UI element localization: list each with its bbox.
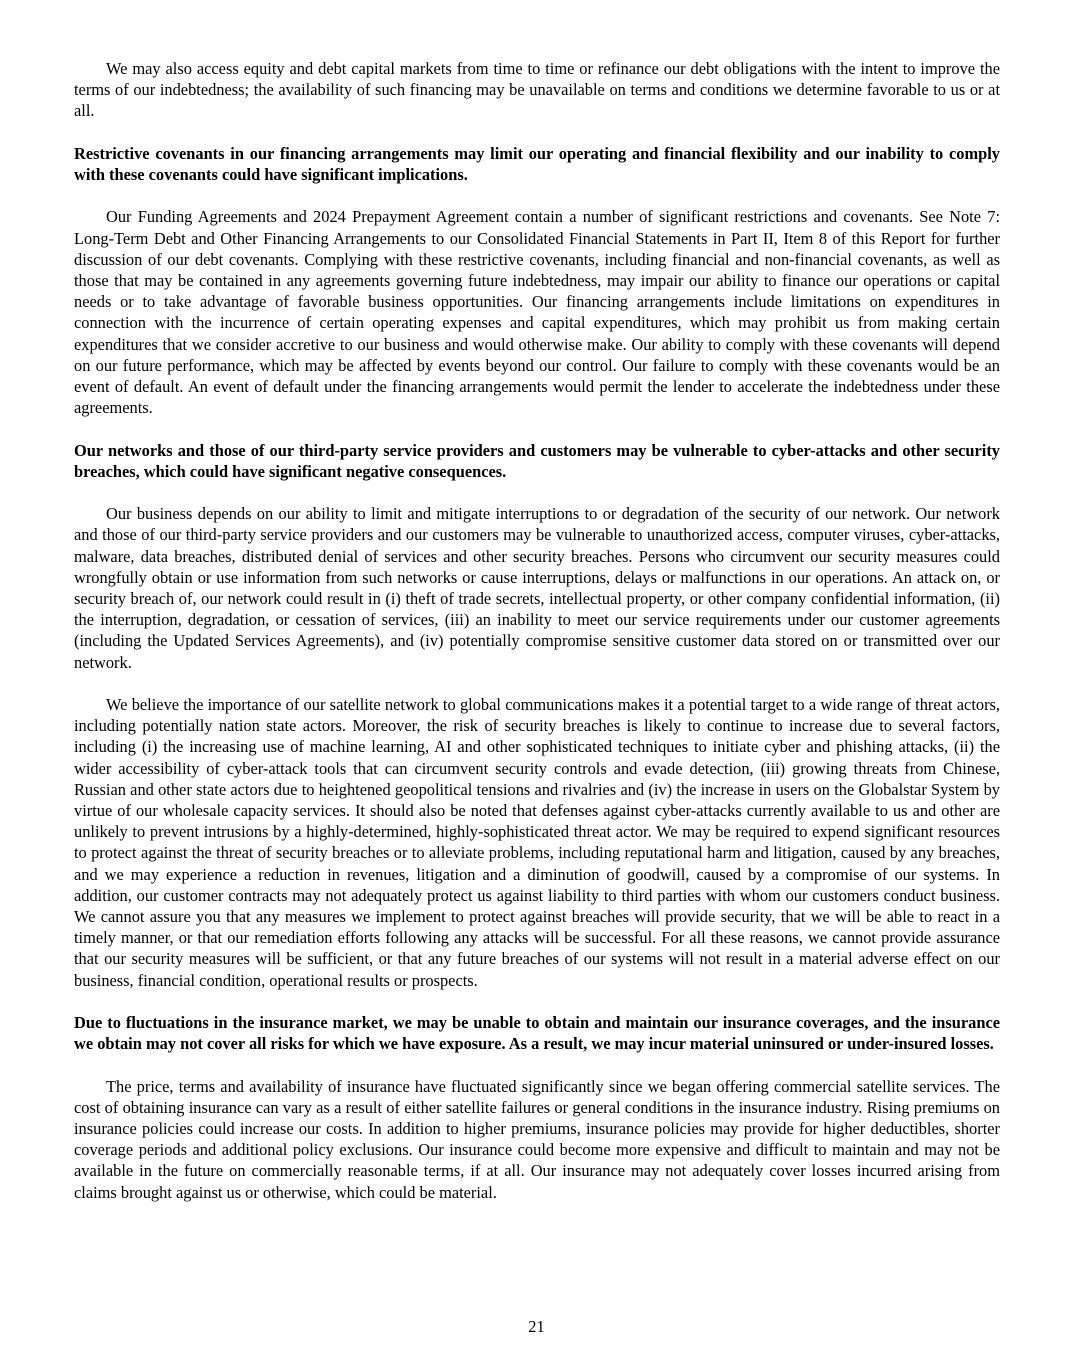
paragraph-insurance-costs: The price, terms and availability of insurance have fluctuated significantly since we began offering commercial satellite services. The cost of obtaining insurance can vary as a result of either satellite failures or general conditions in the insurance industry. Rising premiums on insurance policies could increase our costs. In addition to higher premiums, insurance policies may provide for higher deductibles, shorter coverage periods and additional policy exclusions. Our insurance could become more expensive and difficult to maintain and may not be available in the future on commercially reasonable terms, if at all. Our insurance may not adequately cover losses incurred arising from claims brought against us or otherwise, which could be material. <box>74 1076 1000 1202</box>
heading-cyber-attacks: Our networks and those of our third-party service providers and customers may be vulnerable to cyber-attacks and other security breaches, which could have significant negative consequences. <box>74 440 1000 481</box>
heading-insurance-market: Due to fluctuations in the insurance market, we may be unable to obtain and maintain our insurance coverages, and the insurance we obtain may not cover all risks for which we have exposure. As a result, we may incur material uninsured or under-insured losses. <box>74 1013 1000 1054</box>
paragraph-spacer <box>74 991 1000 1012</box>
paragraph-spacer <box>74 673 1000 694</box>
paragraph-spacer <box>74 482 1000 503</box>
document-page <box>74 58 1000 1203</box>
paragraph-threat-actors: We believe the importance of our satellite network to global communications makes it a potential target to a wide range of threat actors, including potentially nation state actors. Moreover, the risk of security breaches is likely to continue to increase due to several factors, including (i) the increasing use of machine learning, AI and other sophisticated techniques to initiate cyber and phishing attacks, (ii) the wider accessibility of cyber-attack tools that can circumvent security controls and evade detection, (iii) growing threats from Chinese, Russian and other state actors due to heightened geopolitical tensions and rivalries and (iv) the increase in users on the Globalstar System by virtue of our wholesale capacity services. It should also be noted that defenses against cyber-attacks currently available to us and other are unlikely to prevent intrusions by a highly-determined, highly-sophisticated threat actor. We may be required to expend significant resources to protect against the threat of security breaches or to alleviate problems, including reputational harm and litigation, caused by any breaches, and we may experience a reduction in revenues, litigation and a diminution of goodwill, caused by a compromise of our systems. In addition, our customer contracts may not adequately protect us against liability to third parties with whom our customers conduct business. We cannot assure you that any measures we implement to protect against breaches will provide security, that we will be able to react in a timely manner, or that our remediation efforts following any attacks will be successful. For all these reasons, we cannot provide assurance that our security measures will be sufficient, or that any future breaches of our systems will not result in a material adverse effect on our business, financial condition, operational results or prospects. <box>74 695 1000 990</box>
paragraph-network-security: Our business depends on our ability to limit and mitigate interruptions to or degradation of the security of our network. Our network and those of our third-party service providers and our customers may be vulnerable to unauthorized access, computer viruses, cyber-attacks, malware, data breaches, distributed denial of services and other security breaches. Persons who circumvent our security measures could wrongfully obtain or use information from such networks or cause interruptions, delays or malfunctions in our operations. An attack on, or security breach of, our network could result in (i) theft of trade secrets, intellectual property, or other company confidential information, (ii) the interruption, degradation, or cessation of services, (iii) an inability to meet our service requirements under our customer agreements (including the Updated Services Agreements), and (iv) potentially compromise sensitive customer data stored on or transmitted over our network. <box>74 504 1000 672</box>
paragraph-spacer <box>74 122 1000 143</box>
page-number: 21 <box>528 1317 545 1336</box>
heading-restrictive-covenants: Restrictive covenants in our financing arrangements may limit our operating and financial flexibility and our inability to comply with these covenants could have significant implications. <box>74 143 1000 184</box>
paragraph-capital-markets: We may also access equity and debt capital markets from time to time or refinance our debt obligations with the intent to improve the terms of our indebtedness; the availability of such financing may be unavailable on terms and conditions we determine favorable to us or at all. <box>74 59 1000 121</box>
paragraph-spacer <box>74 418 1000 439</box>
paragraph-spacer <box>74 185 1000 206</box>
paragraph-spacer <box>74 1054 1000 1075</box>
paragraph-funding-agreements: Our Funding Agreements and 2024 Prepayment Agreement contain a number of significant restrictions and covenants. See Note 7: Long-Term Debt and Other Financing Arrangements to our Consolidated Financial Statements in Part II, Item 8 of this Report for further discussion of our debt covenants. Complying with these restrictive covenants, including financial and non-financial covenants, as well as those that may be contained in any agreements governing future indebtedness, may impair our ability to finance our operations or capital needs or to take advantage of favorable business opportunities. Our financing arrangements include limitations on expenditures in connection with the incurrence of certain operating expenses and capital expenditures, which may prohibit us from making certain expenditures that we consider accretive to our business and would otherwise make. Our ability to comply with these covenants will depend on our future performance, which may be affected by events beyond our control. Our failure to comply with these covenants would be an event of default. An event of default under the financing arrangements would permit the lender to accelerate the indebtedness under these agreements. <box>74 207 1000 418</box>
